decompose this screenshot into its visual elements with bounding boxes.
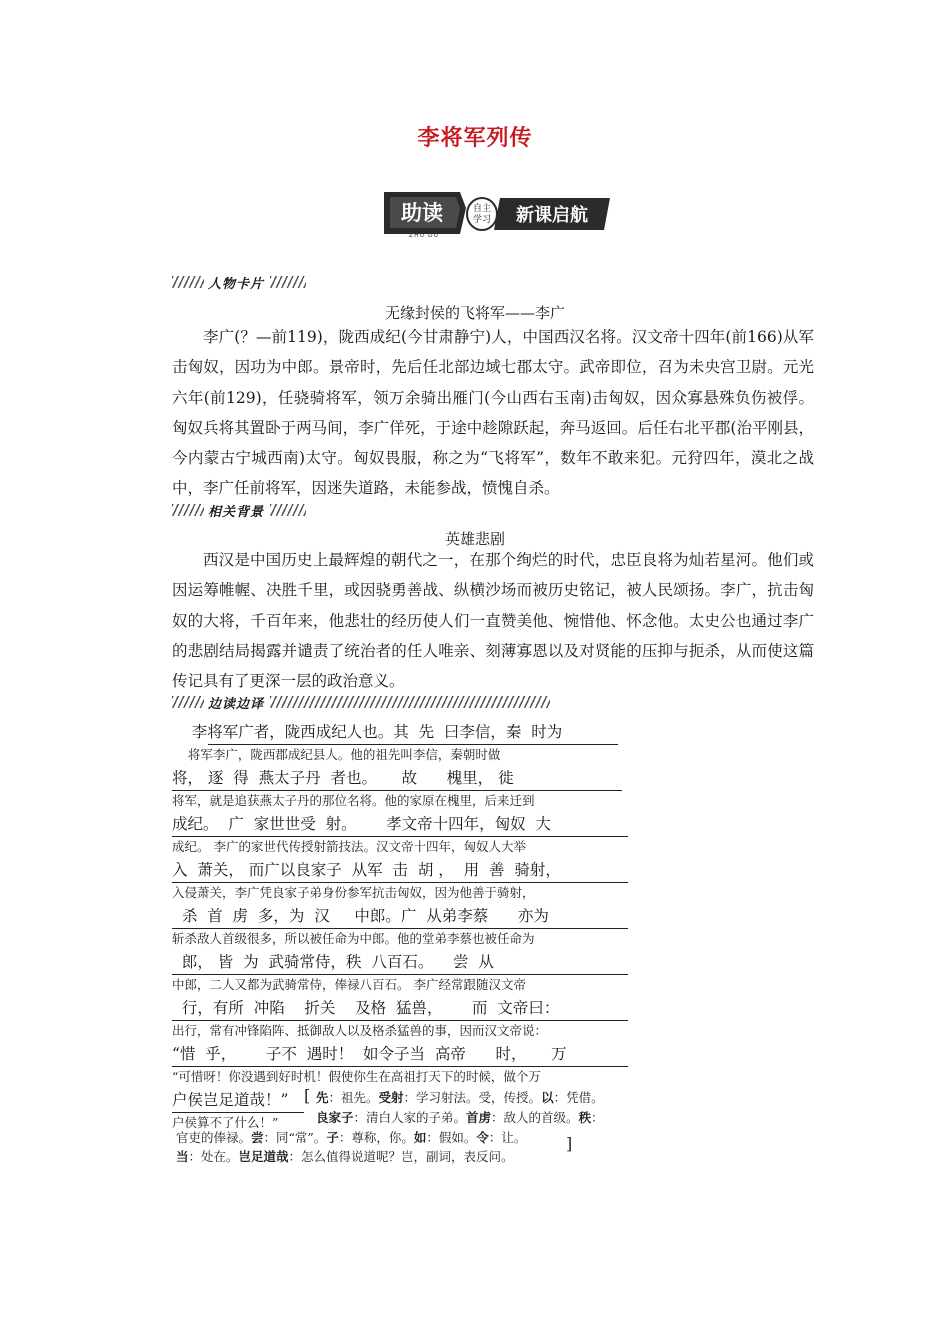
banner-left-text: 助读	[401, 201, 443, 225]
translation-line: 将军李广，陇西郡成纪县人。他的祖先叫李信，秦朝时做	[172, 747, 501, 762]
translation-line: 中郎，二人又都为武骑常侍，俸禄八百石。 李广经常跟随汉文帝	[172, 977, 526, 992]
banner-mid-bottom: 学习	[472, 215, 492, 225]
note-line: 官吏的俸禄。尝：同“常”。子：尊称，你。如：假如。令：让。	[176, 1130, 527, 1145]
original-line: “惜 乎， 子不 遇时！ 如令子当 高帝 时， 万	[172, 1045, 567, 1063]
card-text: 李广(？—前119)，陇西成纪(今甘肃静宁)人，中国西汉名将。汉文帝十四年(前166)从军击匈奴，因功为中郎。景帝时，先后任北部边域七郡太守。武帝即位，召为未央宫卫尉。元光六年(前129)，任骁骑将军，领万余骑出雁门(今山西右玉南)击匈奴，因众寡悬殊负伤被俘。匈奴兵将其置卧于两马间，李广佯死，于途中趁隙跃起，奔马返回。后任右北平郡(治平刚县，今内蒙古宁城西南)太守。匈奴畏服，称之为“飞将军”，数年不敢来犯。元狩四年，漠北之战中，李广任前将军，因迷失道路，未能参战，愤愧自杀。	[172, 328, 814, 498]
background-subtitle: 英雄悲剧	[444, 530, 505, 548]
banner-right-text: 新课启航	[516, 205, 588, 226]
banner-pinyin: ZHU DU	[409, 232, 439, 238]
section-heading-label: 边读边译	[206, 693, 266, 712]
translation-line: 入侵萧关，李广凭良家子弟身份参军抗击匈奴，因为他善于骑射，	[172, 885, 535, 900]
section-heading-reading	[172, 693, 552, 711]
original-line: 将， 逐 得 燕太子丹 者也。 故 槐里， 徙	[172, 769, 514, 787]
original-line: 成纪。 广 家世世受 射。 孝文帝十四年，匈奴 大	[172, 815, 551, 833]
note-line: 当：处在。岂足道哉：怎么值得说道呢？岂，副词，表反问。	[176, 1149, 514, 1164]
translation-line: 成纪。 李广的家世代传授射箭技法。汉文帝十四年，匈奴人大举	[172, 839, 526, 854]
section-heading-label: 相关背景	[206, 501, 266, 520]
original-line: 李将军广者，陇西成纪人也。其 先 曰李信，秦 时为	[172, 723, 563, 741]
section-heading-label: 人物卡片	[206, 273, 266, 292]
translation-line: 出行，常有冲锋陷阵、抵御敌人以及格杀猛兽的事，因而汉文帝说：	[172, 1023, 548, 1038]
note-line: 先：祖先。受射：学习射法。受，传授。以：凭借。	[316, 1090, 604, 1105]
translation-line: 将军，就是追获燕太子丹的那位名将。他的家原在槐里，后来迁到	[172, 793, 535, 808]
note-line: 良家子：清白人家的子弟。首虏：敌人的首级。秩：	[316, 1110, 604, 1125]
original-line: 行，有所 冲陷 折关 及格 猛兽， 而 文帝曰：	[172, 999, 560, 1017]
original-line: 郎， 皆 为 武骑常侍，秩 八百石。 尝 从	[172, 953, 494, 971]
section-heading-card	[172, 273, 292, 291]
card-paragraph	[172, 322, 814, 504]
background-text: 西汉是中国历史上最辉煌的朝代之一，在那个绚烂的时代，忠臣良将为灿若星河。他们或因运筹帷幄、决胜千里，或因骁勇善战、纵横沙场而被历史铭记，被人民颂扬。李广，抗击匈奴的大将，千百年来，他悲壮的经历使人们一直赞美他、惋惜他、怀念他。太史公也通过李广的悲剧结局揭露并谴责了统治者的任人唯亲、刻薄寡恩以及对贤能的压抑与扼杀，从而使这篇传记具有了更深一层的政治意义。	[172, 551, 814, 691]
banner-mid-top: 自主	[472, 204, 492, 214]
translation-line: 斩杀敌人首级很多，所以被任命为中郎。他的堂弟李蔡也被任命为	[172, 931, 535, 946]
background-paragraph	[172, 545, 814, 696]
section-heading-background	[172, 501, 292, 519]
original-line: 户侯岂足道哉！”	[172, 1091, 289, 1109]
page-title: 李将军列传	[417, 126, 533, 151]
translation-line: “可惜呀！你没遇到好时机！假使你生在高祖打天下的时候，做个万	[172, 1069, 541, 1084]
original-line: 杀 首 虏 多，为 汉 中郎。广 从弟李蔡 亦为	[172, 907, 549, 925]
section-banner	[382, 188, 614, 238]
translation-line: 户侯算不了什么！”	[172, 1115, 279, 1130]
original-line: 入 萧关， 而广以良家子 从军 击 胡 ， 用 善 骑射，	[172, 861, 561, 879]
card-subtitle: 无缘封侯的飞将军——李广	[384, 304, 565, 322]
